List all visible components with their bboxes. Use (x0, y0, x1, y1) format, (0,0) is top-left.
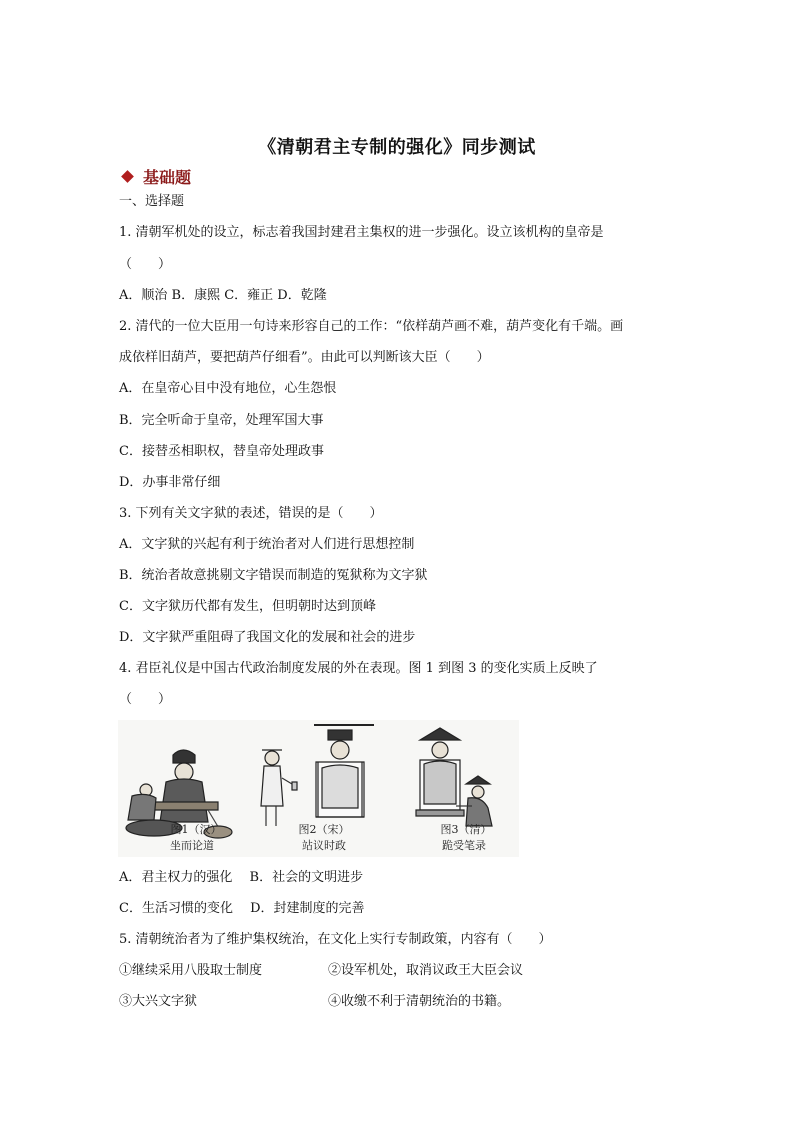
q2-text-line1: 2. 清代的一位大臣用一句诗来形容自己的工作：“依样葫芦画不难，葫芦变化有千端。画 (119, 319, 624, 334)
q4-paren: （ ） (119, 692, 172, 707)
q3-option-a: A．文字狱的兴起有利于统治者对人们进行思想控制 (119, 537, 415, 552)
q3-option-c: C．文字狱历代都有发生，但明朝时达到顶峰 (119, 599, 376, 614)
figure1-caption2: 坐而论道 (170, 839, 214, 852)
figure3-caption1: 图3（清） (440, 823, 492, 836)
q4-options-cd: C．生活习惯的变化 D．封建制度的完善 (119, 901, 365, 916)
section-label: 基础题 (143, 168, 192, 187)
q4-options-ab: A．君主权力的强化 B．社会的文明进步 (119, 870, 364, 885)
q2-option-b: B．完全听命于皇帝，处理军国大事 (119, 413, 324, 428)
page-title: 《清朝君主专制的强化》同步测试 (258, 137, 536, 158)
diamond-bullet-icon (121, 170, 134, 183)
figure3-caption2: 跪受笔录 (442, 839, 486, 852)
figure2-caption2: 站议时政 (302, 839, 346, 852)
q4-figure-panel (118, 720, 519, 857)
q2-option-a: A．在皇帝心目中没有地位，心生怨恨 (119, 381, 337, 396)
q5-option-1: ①继续采用八股取士制度 (119, 963, 263, 978)
section-heading (120, 165, 191, 188)
q5-text: 5. 清朝统治者为了维护集权统治，在文化上实行专制政策，内容有（ ） (119, 932, 552, 947)
q5-option-3: ③大兴文字狱 (119, 994, 198, 1009)
figure1-caption1: 图1（汉） (170, 823, 222, 836)
q3-text: 3. 下列有关文字狱的表述，错误的是（ ） (119, 506, 383, 521)
q2-option-d: D．办事非常仔细 (119, 475, 221, 490)
q3-option-d: D．文字狱严重阻碍了我国文化的发展和社会的进步 (119, 630, 416, 645)
q5-options-row1 (119, 963, 679, 979)
q5-options-row2 (119, 994, 679, 1010)
q5-option-2: ②设军机处，取消议政王大臣会议 (328, 963, 524, 978)
q3-option-b: B．统治者故意挑剔文字错误而制造的冤狱称为文字狱 (119, 568, 428, 583)
q1-options: A．顺治 B．康熙 C．雍正 D．乾隆 (119, 288, 327, 303)
q2-text-line2: 成依样旧葫芦，要把葫芦仔细看”。由此可以判断该大臣（ ） (119, 350, 490, 365)
q1-paren: （ ） (119, 257, 172, 272)
part-heading: 一、选择题 (119, 194, 185, 209)
etiquette-illustration (118, 720, 519, 857)
q2-option-c: C．接替丞相职权，替皇帝处理政事 (119, 444, 324, 459)
q5-option-4: ④收缴不利于清朝统治的书籍。 (328, 994, 511, 1009)
q4-text: 4. 君臣礼仪是中国古代政治制度发展的外在表现。图 1 到图 3 的变化实质上反映了 (119, 661, 598, 676)
figure2-caption1: 图2（宋） (298, 823, 350, 836)
q1-text: 1. 清朝军机处的设立，标志着我国封建君主集权的进一步强化。设立该机构的皇帝是 (119, 225, 604, 240)
